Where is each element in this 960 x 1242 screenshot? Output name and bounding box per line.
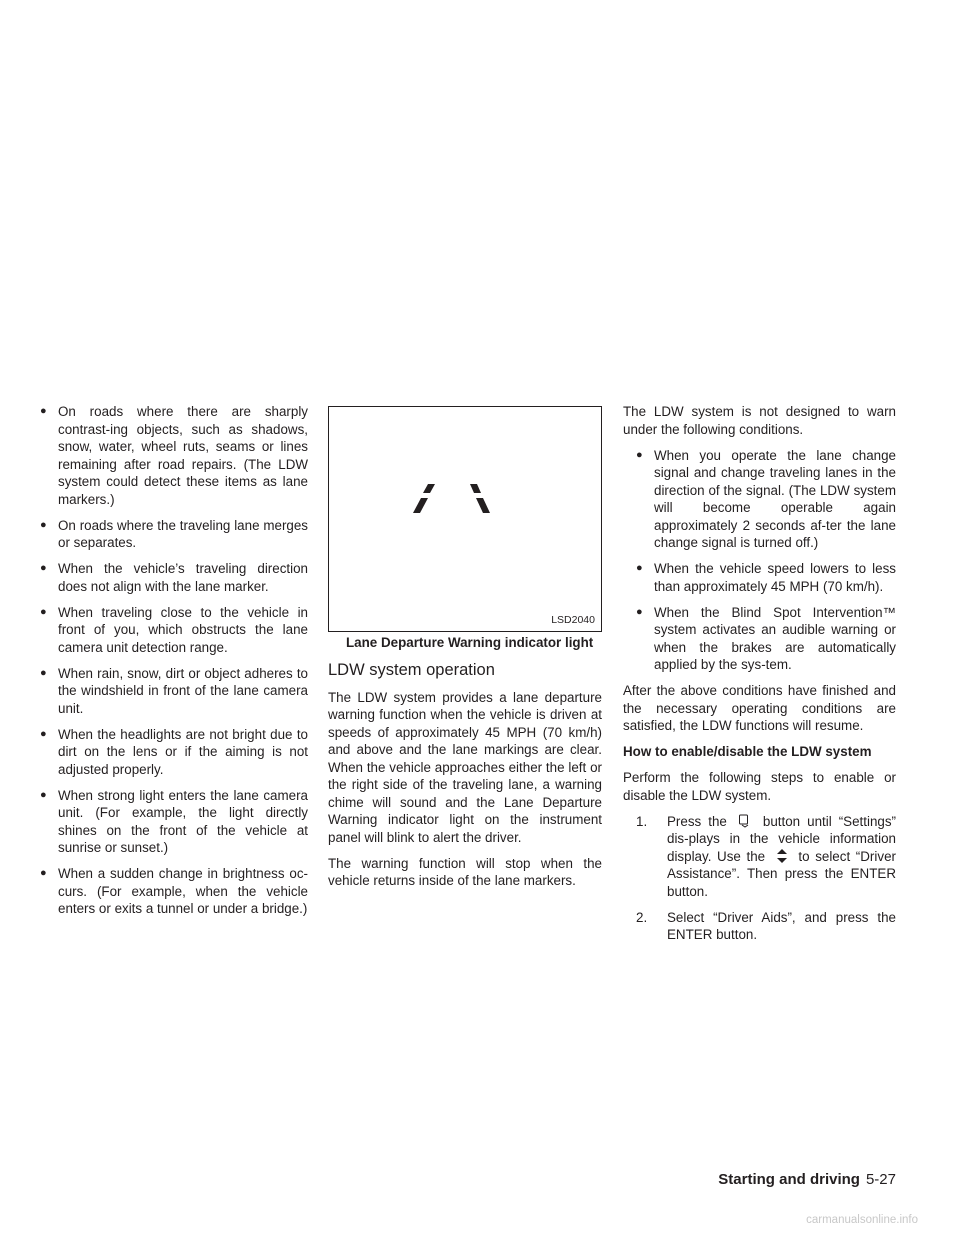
conditions-list: [623, 447, 896, 674]
list-item: ● On roads where the traveling lane merges or separates.: [40, 517, 308, 552]
list-item: ● When traveling close to the vehicle in front of you, which obstructs the lane camera unit detection range.: [40, 604, 308, 657]
step-2: [636, 909, 896, 944]
step-number: 2.: [636, 909, 648, 925]
step-text: button until “Settings” dis-plays in the vehicle information display. Use the: [667, 813, 896, 864]
subheading: How to enable/disable the LDW system: [623, 744, 872, 759]
list-item: ● When you operate the lane change signal and change traveling lanes in the direction of the signal. (The LDW system will become operable again approximately 2 seconds af-ter the lane change signal is turned off.): [636, 447, 896, 552]
watermark: carmanualsonline.info: [806, 1214, 918, 1226]
list-item: ● When strong light enters the lane camera unit. (For example, the light directly shines on the front of the vehicle at sunrise or sunset.): [40, 787, 308, 857]
list-item: ● When the vehicle speed lowers to less than approximately 45 MPH (70 km/h).: [636, 560, 896, 595]
paragraph: The LDW system provides a lane departure warning function when the vehicle is driven at speeds of approximately 45 MPH (70 km/h) and above and the lane markings are clear. When the vehicle approaches either the left or the right side of the traveling lane, a warning chime will sound and the Lane Departure Warning indicator light on the instrument panel will blink to alert the driver.: [328, 689, 602, 845]
step-text: Press the: [667, 813, 727, 829]
paragraph: The LDW system is not designed to warn under the following conditions.: [623, 404, 896, 437]
step-text: to select “Driver Assistance”. Then press the ENTER button.: [667, 848, 896, 899]
figure-code: LSD2040: [551, 613, 595, 626]
paragraph: After the above conditions have finished and the necessary operating conditions are satisfied, the LDW functions will resume.: [623, 683, 896, 733]
list-item: ● When a sudden change in brightness oc-curs. (For example, when the vehicle enters or exits a tunnel or under a bridge.): [40, 865, 308, 918]
list-item: ● When the vehicle’s traveling direction does not align with the lane marker.: [40, 560, 308, 595]
right-column: [623, 403, 896, 952]
step-text: Select “Driver Aids”, and press the ENTER button.: [667, 909, 896, 942]
left-column: [40, 403, 308, 926]
indicator-light-figure: [328, 406, 602, 632]
step-1: [636, 813, 896, 901]
paragraph: The warning function will stop when the vehicle returns inside of the lane markers.: [328, 855, 602, 888]
list-item: ● When the headlights are not bright due to dirt on the lens or if the aiming is not adjusted properly.: [40, 726, 308, 779]
section-heading: LDW system operation: [328, 660, 495, 679]
list-item: ● When rain, snow, dirt or object adheres to the windshield in front of the lane camera unit.: [40, 665, 308, 718]
up-down-arrow-icon: [773, 849, 791, 863]
list-item: ● When the Blind Spot Intervention™ system activates an audible warning or when the brakes are automatically applied by the sys-tem.: [636, 604, 896, 674]
paragraph: Perform the following steps to enable or disable the LDW system.: [623, 770, 896, 803]
page-footer: [718, 1171, 896, 1188]
middle-column: [328, 403, 602, 898]
lane-departure-indicator-icon: [329, 407, 601, 631]
list-item: ● On roads where there are sharply contrast-ing objects, such as shadows, snow, water, wheel ruts, seams or lines remaining after road repairs. (The LDW system could detect these items as lane markers.): [40, 403, 308, 508]
settings-button-icon: [736, 814, 754, 828]
page-number: 5-27: [865, 1171, 896, 1188]
section-name: Starting and driving: [718, 1171, 860, 1188]
step-number: 1.: [636, 813, 648, 829]
figure-caption: Lane Departure Warning indicator light: [346, 635, 594, 650]
